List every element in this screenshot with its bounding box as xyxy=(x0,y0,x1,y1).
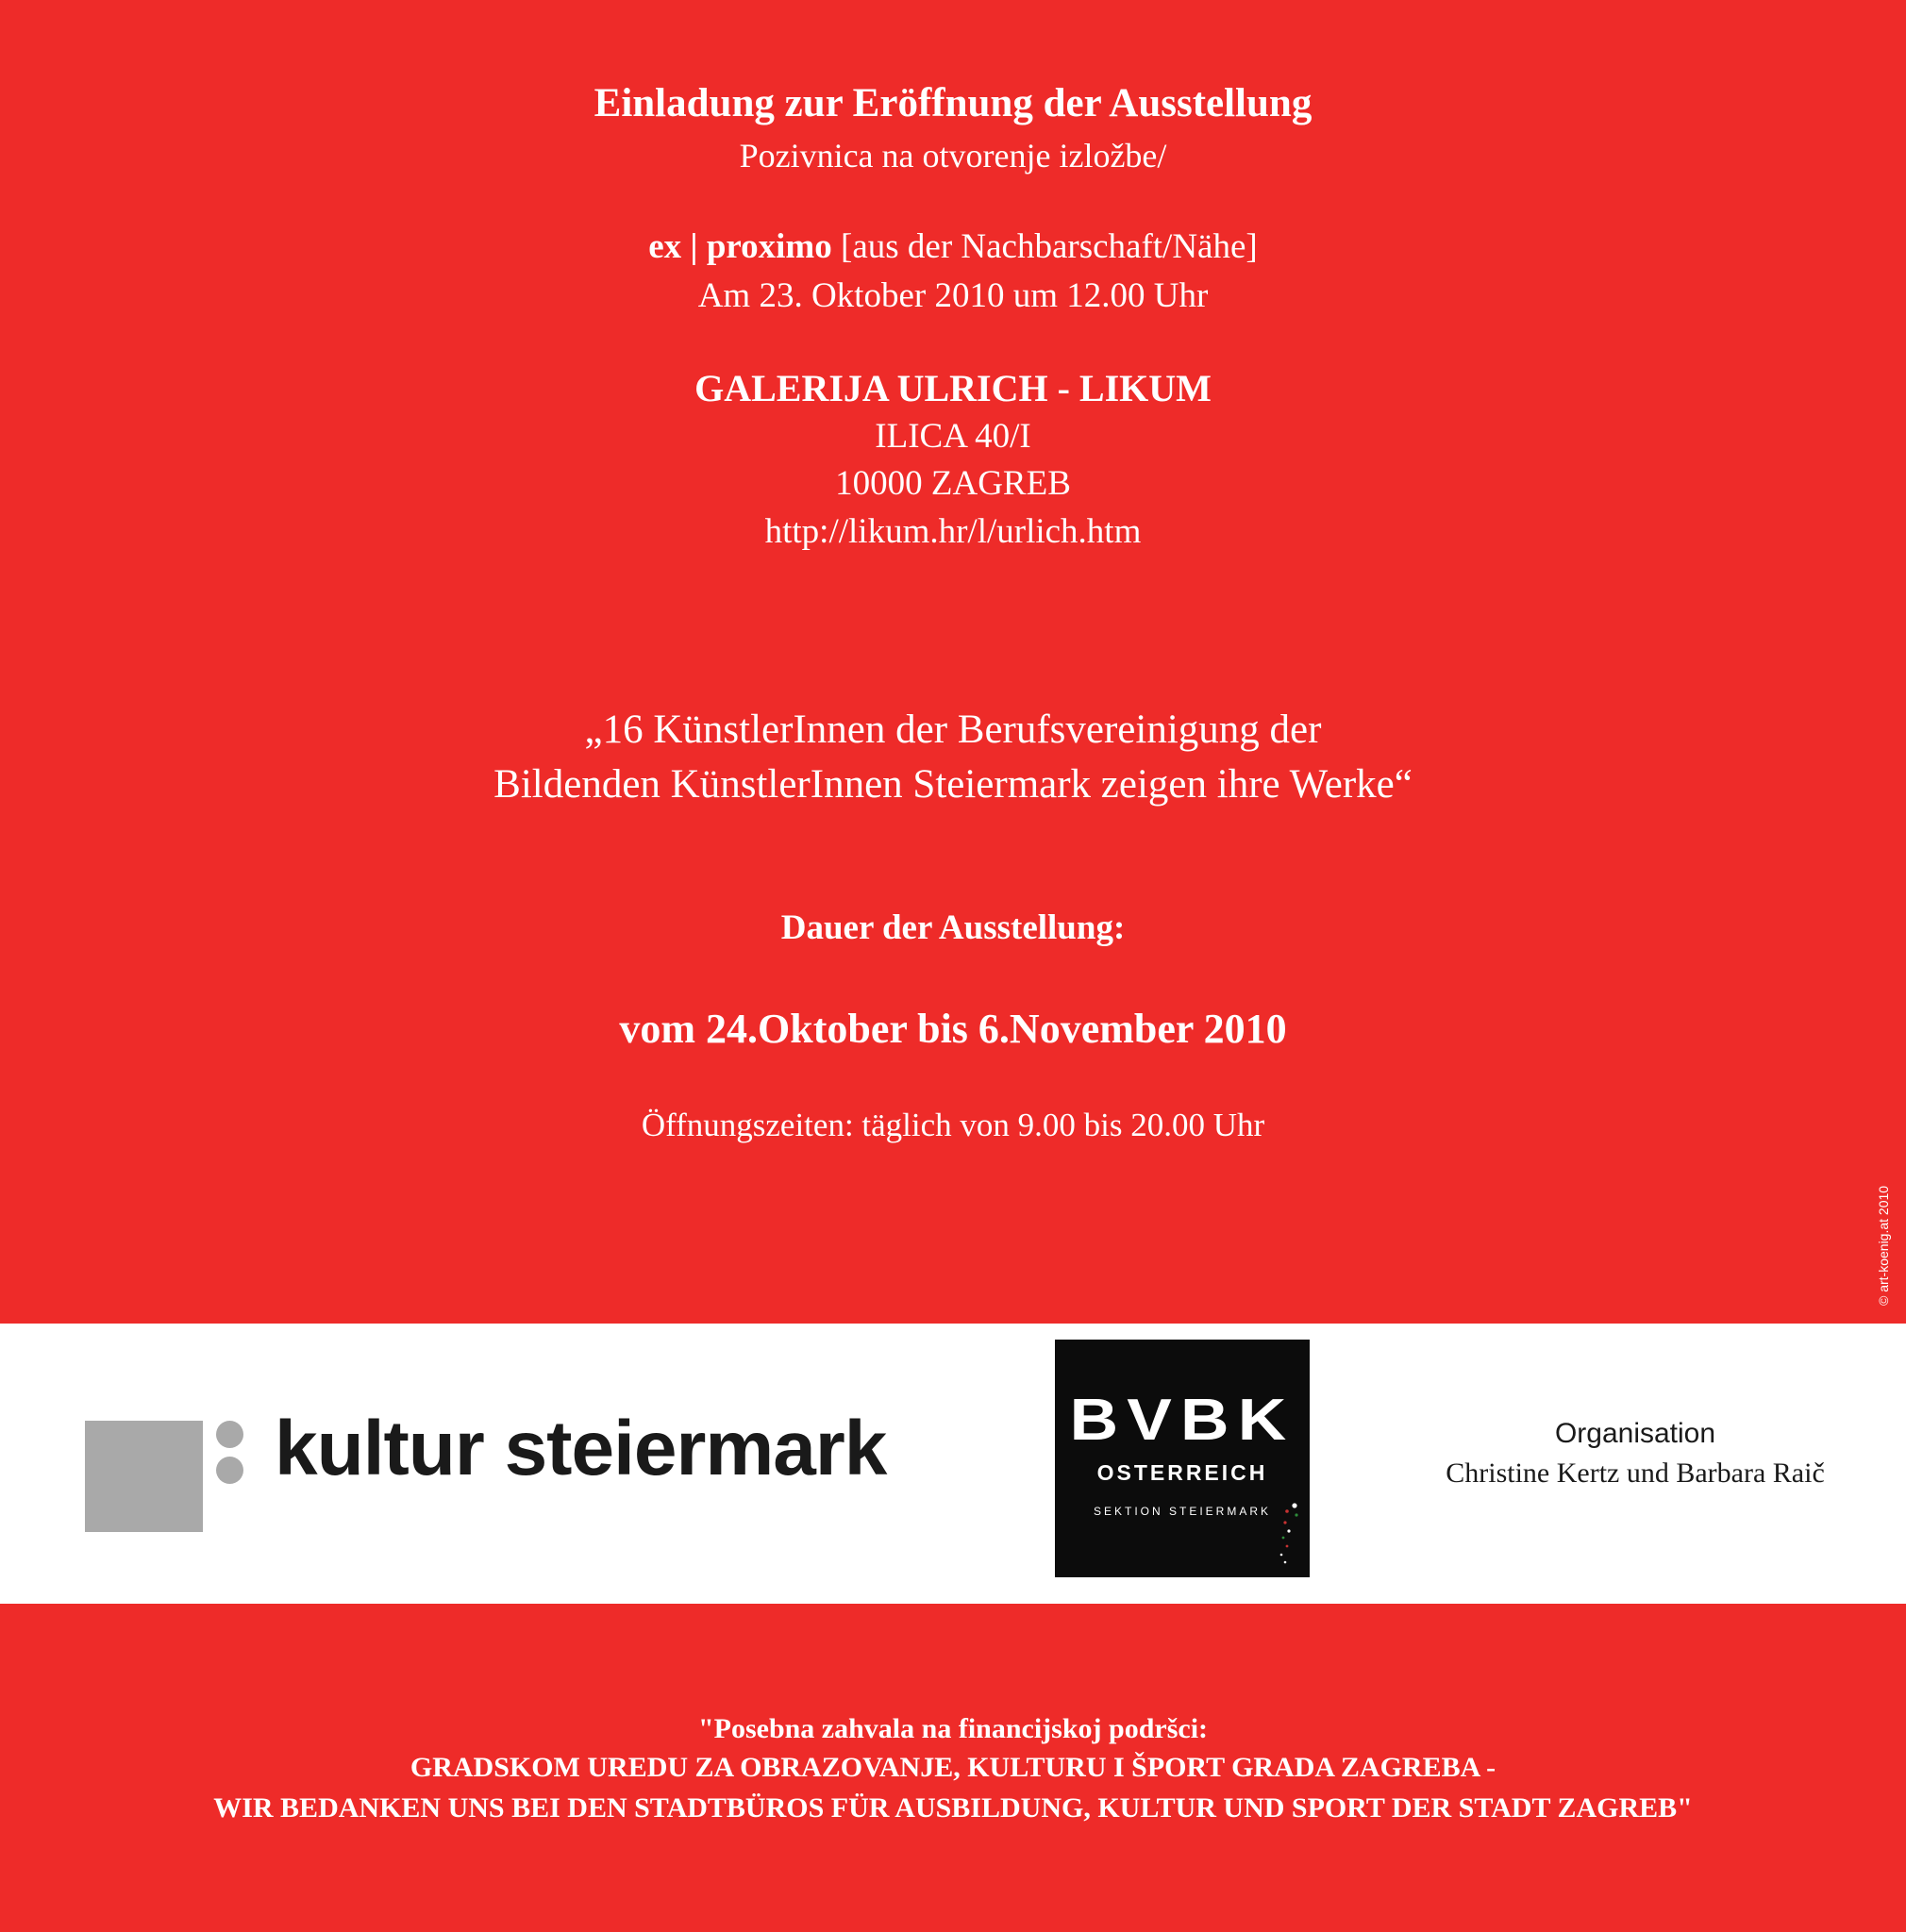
opening-datetime: Am 23. Oktober 2010 um 12.00 Uhr xyxy=(697,276,1209,315)
invitation-subtitle: Pozivnica na otvorenje izložbe/ xyxy=(739,137,1167,175)
organisation-names: Christine Kertz und Barbara Raič xyxy=(1446,1457,1825,1489)
bvbk-wordmark: BVBK xyxy=(1069,1388,1296,1453)
gallery-url: http://likum.hr/l/urlich.htm xyxy=(764,512,1142,551)
invitation-title: Einladung zur Eröffnung der Ausstellung xyxy=(594,81,1312,125)
address-city: 10000 ZAGREB xyxy=(835,464,1071,503)
copyright-notice xyxy=(1876,1185,1891,1315)
kultur-steiermark-square-icon xyxy=(85,1421,203,1532)
thanks-line: WIR BEDANKEN UNS BEI DEN STADTBÜROS FÜR AUSBILDUNG, KULTUR UND SPORT DER STADT ZAGREB" xyxy=(213,1792,1693,1824)
kultur-steiermark-wordmark: kultur steiermark xyxy=(275,1406,887,1491)
organisation-block xyxy=(1404,1420,1866,1488)
exhibition-name: ex | proximo xyxy=(648,227,832,266)
sponsor-logo-band xyxy=(0,1324,1906,1604)
bvbk-dots-icon xyxy=(1274,1502,1302,1568)
thanks-line: "Posebna zahvala na financijskoj podršci: xyxy=(697,1713,1209,1744)
organisation-label: Organisation xyxy=(1554,1418,1716,1449)
bvbk-logo xyxy=(1055,1340,1310,1577)
quote-line: Bildenden KünstlerInnen Steiermark zeigen ihre Werke“ xyxy=(493,762,1413,807)
opening-hours: Öffnungszeiten: täglich von 9.00 bis 20.00 Uhr xyxy=(641,1107,1265,1143)
exhibition-subtitle: [aus der Nachbarschaft/Nähe] xyxy=(841,227,1258,266)
exhibition-title-line xyxy=(0,229,1906,264)
gallery-name: GALERIJA ULRICH - LIKUM xyxy=(694,367,1212,409)
bvbk-section: SEKTION STEIERMARK xyxy=(1093,1505,1272,1518)
bvbk-country: OSTERREICH xyxy=(1096,1460,1268,1485)
duration-label: Dauer der Ausstellung: xyxy=(780,908,1126,947)
address-street: ILICA 40/I xyxy=(875,417,1031,456)
copyright-text: © art-koenig.at 2010 xyxy=(1876,1185,1891,1306)
kultur-steiermark-dot-icon xyxy=(216,1457,243,1484)
thanks-line: GRADSKOM UREDU ZA OBRAZOVANJE, KULTURU I ŠPORT GRADA ZAGREBA - xyxy=(410,1752,1496,1783)
kultur-steiermark-dot-icon xyxy=(216,1421,243,1448)
duration-dates: vom 24.Oktober bis 6.November 2010 xyxy=(619,1006,1287,1052)
quote-line: „16 KünstlerInnen der Berufsvereinigung der xyxy=(584,708,1322,752)
